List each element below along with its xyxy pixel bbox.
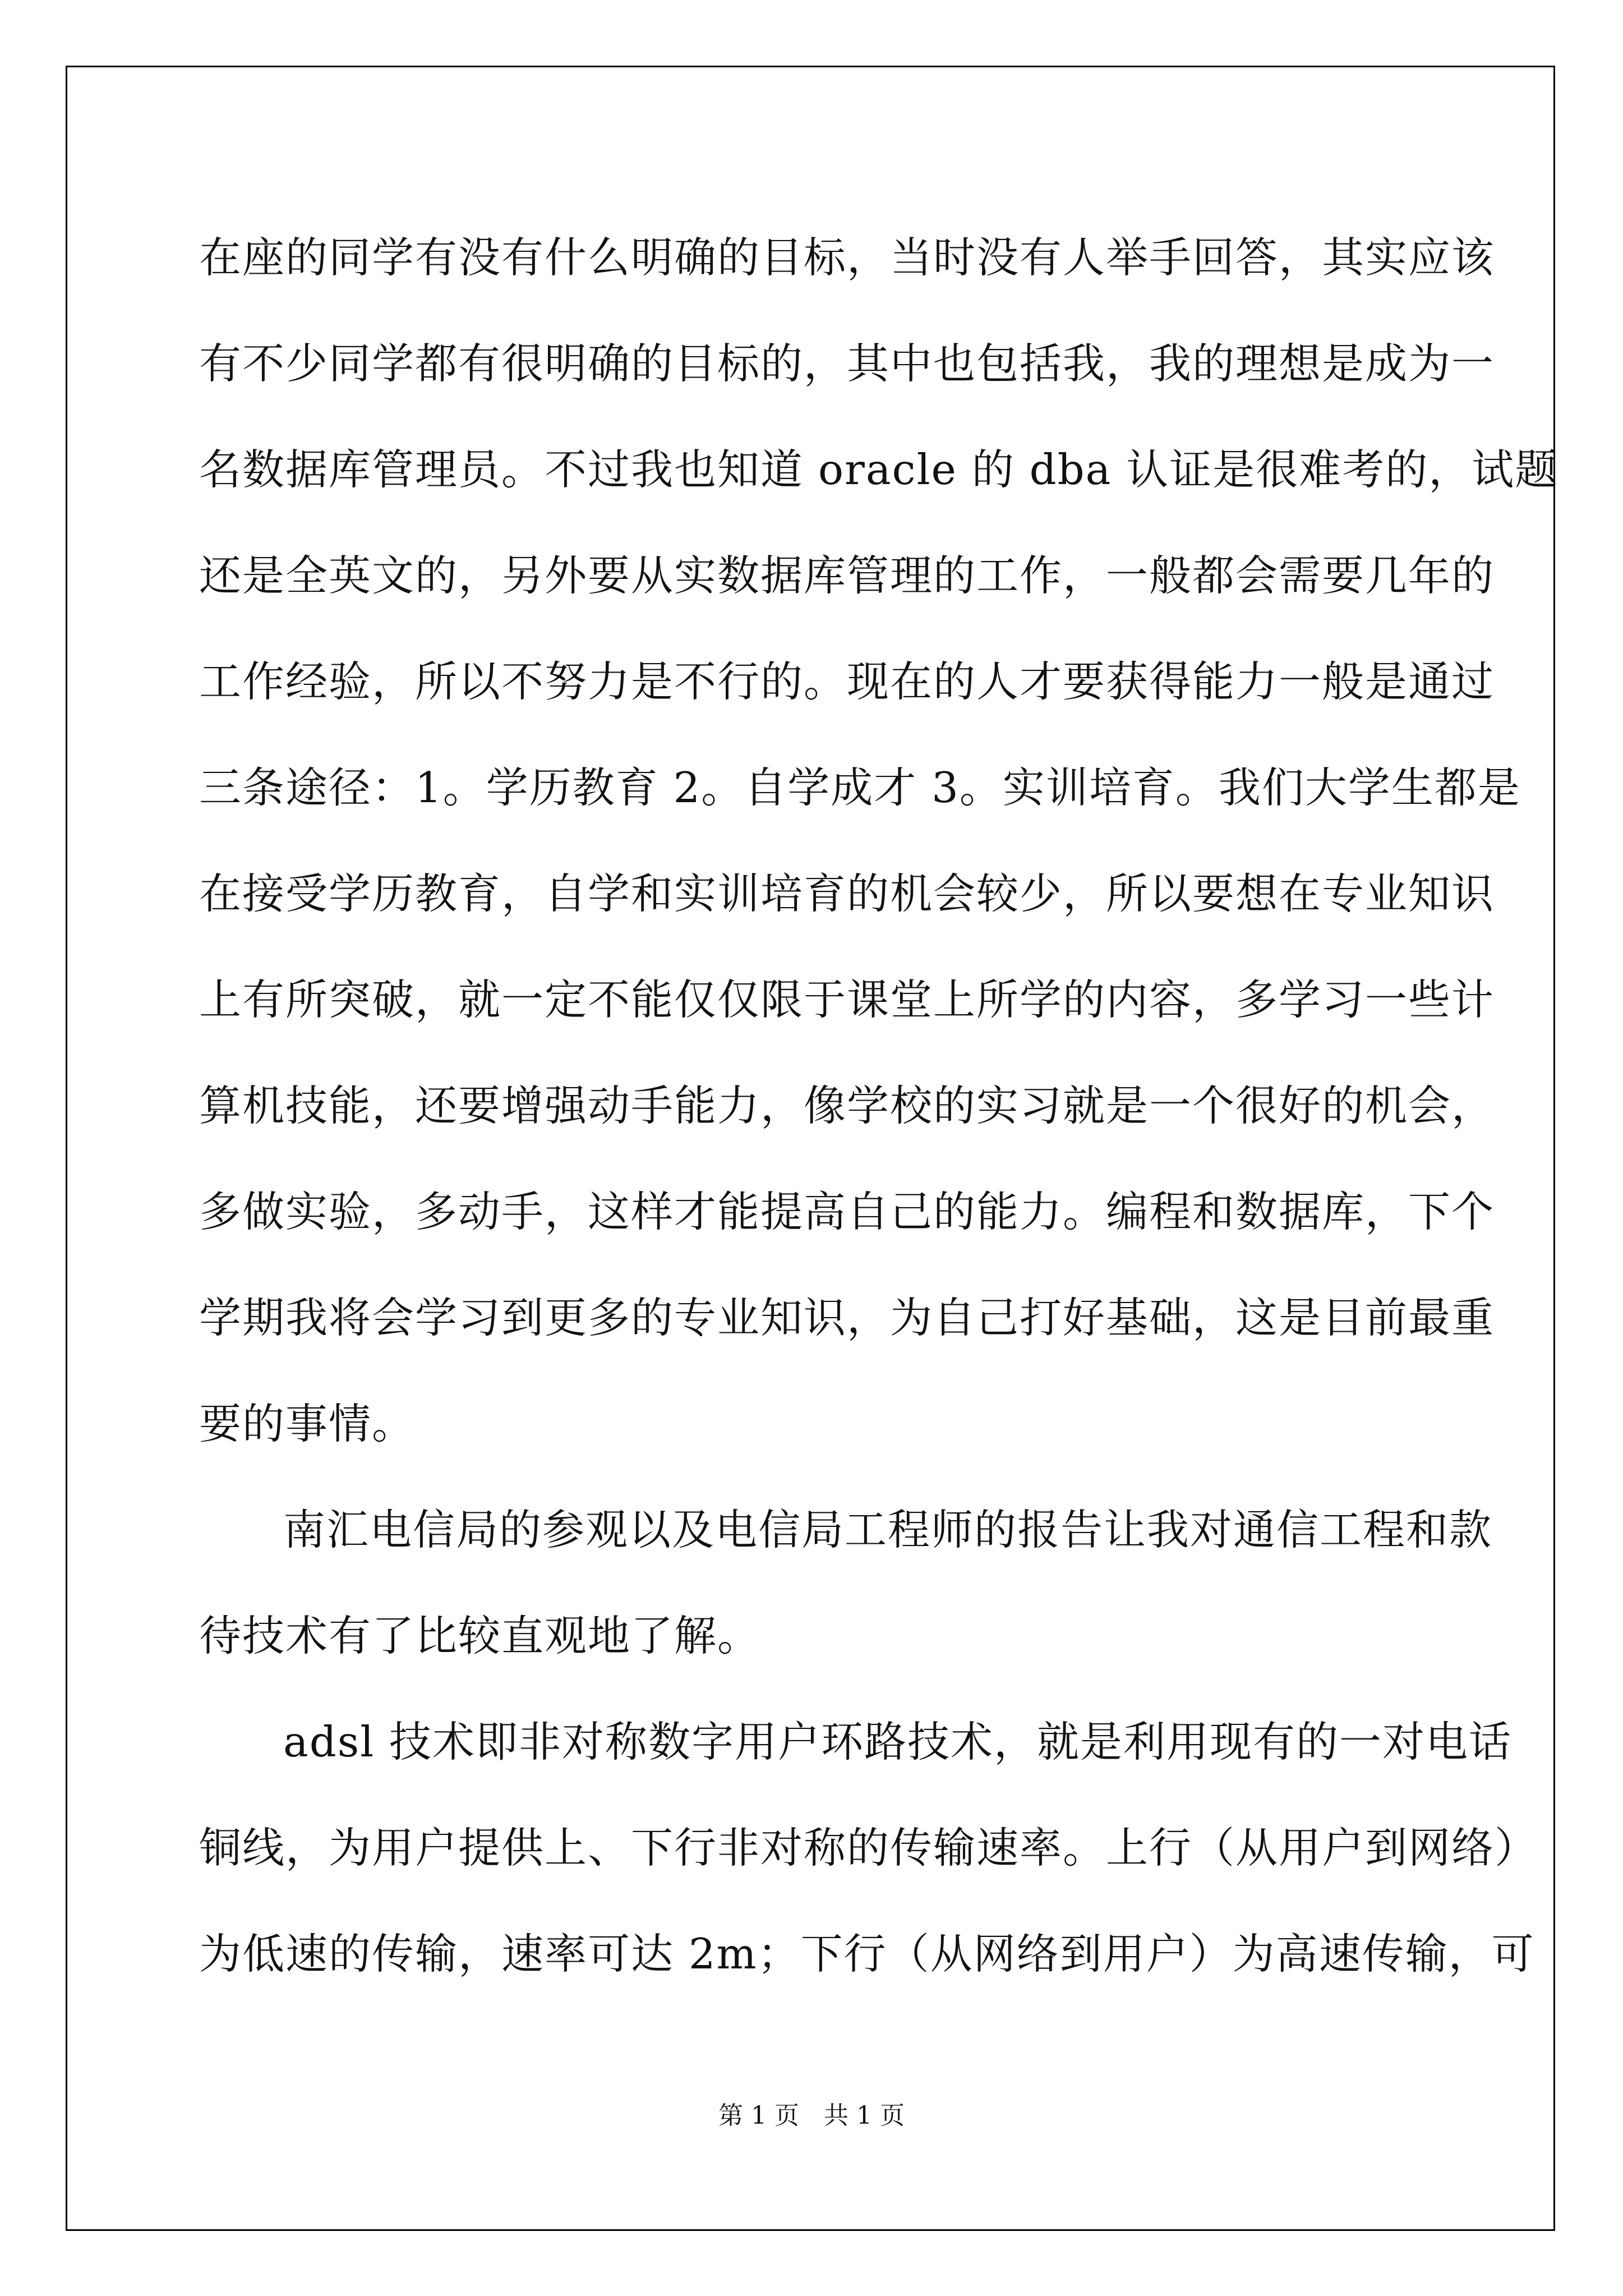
text-line: 铜线，为用户提供上、下行非对称的传输速率。上行（从用户到网络）	[199, 1823, 1538, 1872]
text-line: 工作经验，所以不努力是不行的。现在的人才要获得能力一般是通过	[199, 657, 1495, 706]
page-number-total: 共 1 页	[824, 2101, 905, 2130]
page-number-current: 第 1 页	[718, 2101, 799, 2130]
paragraph-first-line: 南汇电信局的参观以及电信局工程师的报告让我对通信工程和款	[283, 1505, 1493, 1554]
text-line: 待技术有了比较直观地了解。	[199, 1611, 761, 1660]
text-line: 为低速的传输，速率可达 2m；下行（从网络到用户）为高速传输，可	[199, 1929, 1535, 1978]
text-line: 算机技能，还要增强动手能力，像学校的实习就是一个很好的机会，	[199, 1081, 1495, 1130]
text-line: 上有所突破，就一定不能仅仅限于课堂上所学的内容，多学习一些计	[199, 975, 1495, 1024]
text-line: 多做实验，多动手，这样才能提高自己的能力。编程和数据库，下个	[199, 1187, 1495, 1236]
text-line: 还是全英文的，另外要从实数据库管理的工作，一般都会需要几年的	[199, 551, 1495, 600]
text-line: 要的事情。	[199, 1399, 416, 1448]
text-line: 在座的同学有没有什么明确的目标，当时没有人举手回答，其实应该	[199, 233, 1495, 282]
text-line: 学期我将会学习到更多的专业知识，为自己打好基础，这是目前最重	[199, 1293, 1495, 1342]
paragraph-first-line: adsl 技术即非对称数字用户环路技术，就是利用现有的一对电话	[283, 1717, 1513, 1766]
page-footer	[0, 2095, 1623, 2131]
text-line: 有不少同学都有很明确的目标的，其中也包括我，我的理想是成为一	[199, 339, 1495, 388]
text-line: 三条途径：1。学历教育 2。自学成才 3。实训培育。我们大学生都是	[199, 763, 1521, 812]
document-body	[199, 205, 1559, 2007]
text-line: 在接受学历教育，自学和实训培育的机会较少，所以要想在专业知识	[199, 869, 1495, 918]
text-line: 名数据库管理员。不过我也知道 oracle 的 dba 认证是很难考的，试题	[199, 445, 1559, 494]
